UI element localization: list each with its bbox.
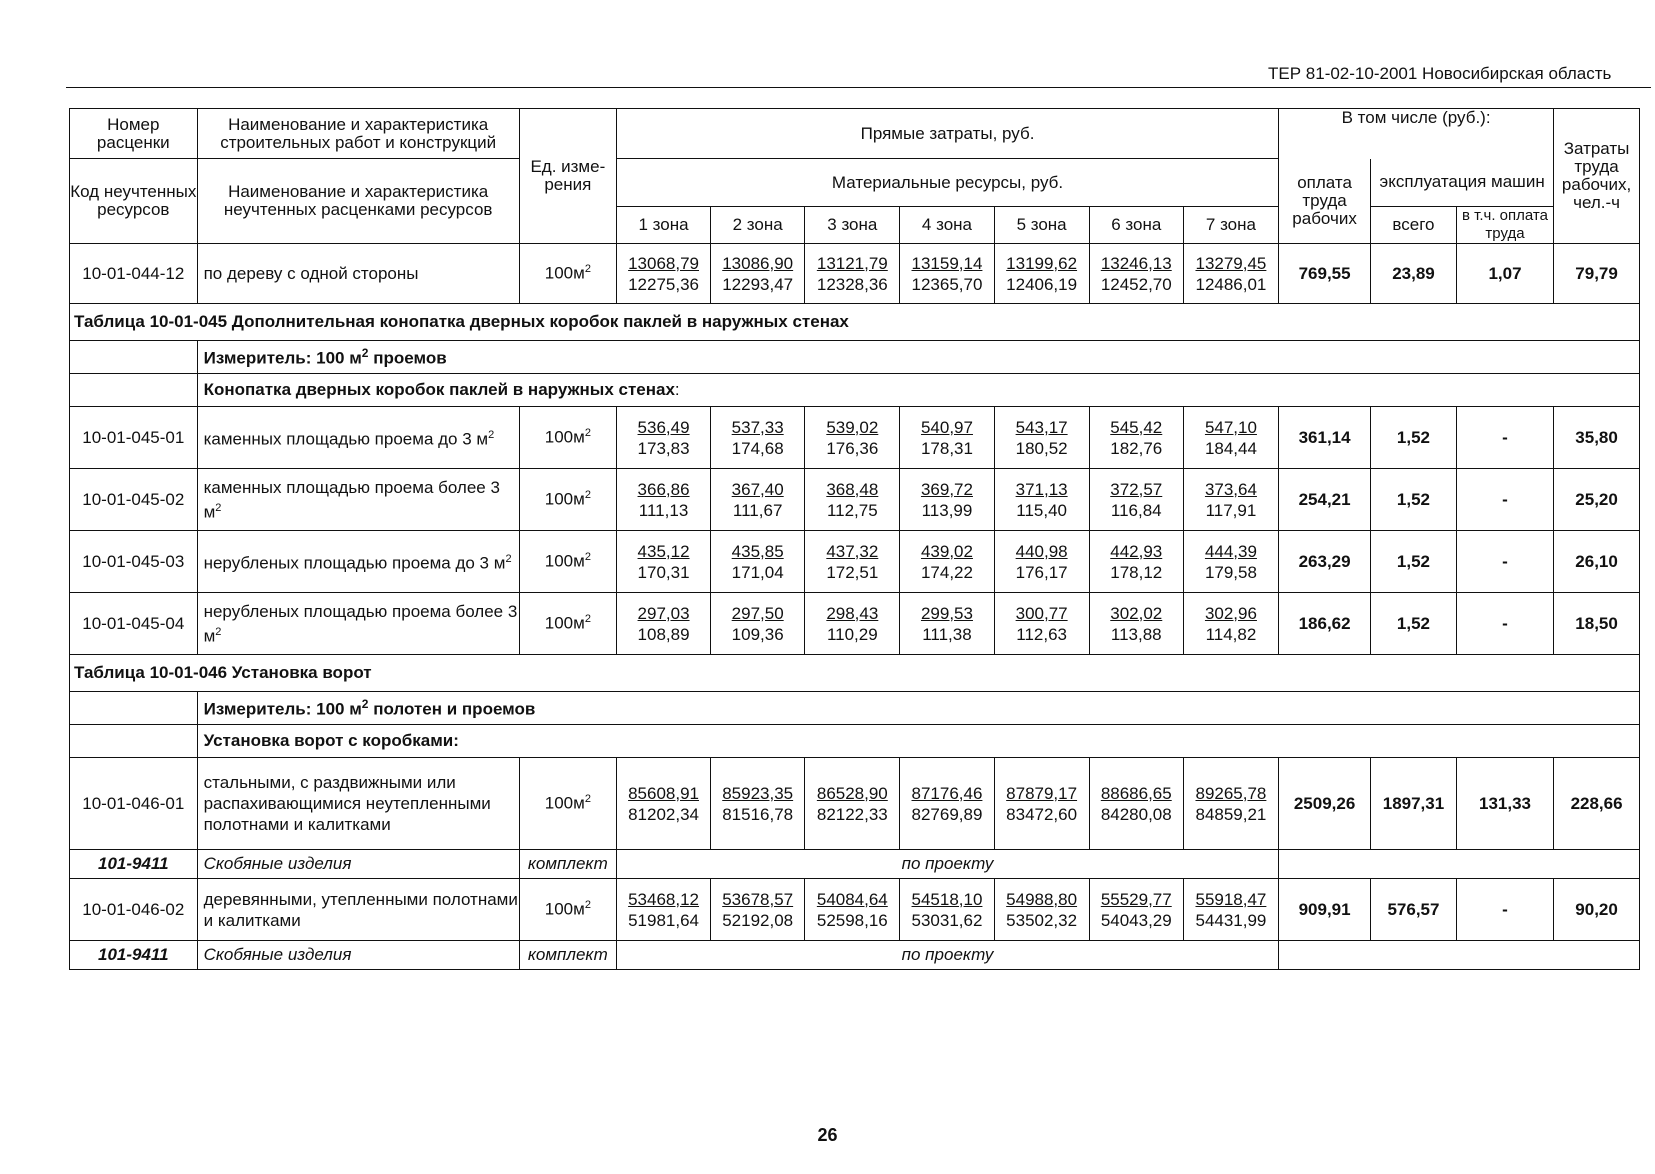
machines-pay: - <box>1456 407 1553 469</box>
direct-cost: 87176,46 <box>911 783 983 803</box>
labor-pay: 769,55 <box>1279 244 1371 304</box>
zone-cost <box>1089 879 1183 941</box>
machines-total: 1897,31 <box>1371 758 1457 850</box>
zone-cost <box>994 407 1089 469</box>
material-cost: 82122,33 <box>816 804 888 824</box>
direct-cost: 300,77 <box>1015 603 1068 623</box>
material-cost: 178,12 <box>1110 562 1163 582</box>
labor-pay: 361,14 <box>1279 407 1371 469</box>
header-work-name: Наименование и характеристика строительных работ и конструкций <box>197 109 519 159</box>
header-unit: Ед. изме-рения <box>519 109 616 244</box>
material-cost: 111,38 <box>922 624 972 644</box>
resource-note: по проекту <box>616 941 1278 970</box>
header-resource-code: Код неучтенных ресурсов <box>70 159 198 244</box>
rates-table <box>69 108 1640 970</box>
direct-cost: 86528,90 <box>816 783 888 803</box>
material-cost: 54043,29 <box>1100 910 1172 930</box>
machines-total: 576,57 <box>1371 879 1457 941</box>
direct-cost: 297,03 <box>637 603 690 623</box>
machines-total: 1,52 <box>1371 407 1457 469</box>
work-name: нерубленых площадью проема до 3 $м^2$ <box>197 531 519 593</box>
zone-cost <box>994 244 1089 304</box>
direct-cost: 371,13 <box>1015 479 1068 499</box>
group-row <box>70 725 1640 758</box>
material-cost: 12328,36 <box>816 274 888 294</box>
material-cost: 170,31 <box>637 562 690 582</box>
material-cost: 176,17 <box>1015 562 1068 582</box>
price-row <box>70 244 1640 304</box>
rate-code: 10-01-045-02 <box>70 469 198 531</box>
header-zone: 1 зона <box>616 207 710 244</box>
rate-code: 10-01-046-02 <box>70 879 198 941</box>
header-materials: Материальные ресурсы, руб. <box>616 159 1278 207</box>
direct-cost: 302,02 <box>1110 603 1163 623</box>
superscript: 2 <box>584 427 591 440</box>
zone-cost <box>805 244 900 304</box>
measure-row <box>70 692 1640 725</box>
zone-cost <box>1089 758 1183 850</box>
direct-cost: 87879,17 <box>1006 783 1078 803</box>
machines-total: 23,89 <box>1371 244 1457 304</box>
direct-cost: 435,85 <box>731 541 784 561</box>
material-cost: 81516,78 <box>722 804 794 824</box>
zone-cost <box>1183 593 1278 655</box>
material-cost: 117,91 <box>1205 500 1257 520</box>
header-labor-pay: оплата труда рабочих <box>1279 159 1371 244</box>
direct-cost: 302,96 <box>1204 603 1257 623</box>
zone-cost <box>1183 244 1278 304</box>
rate-code: 10-01-044-12 <box>70 244 198 304</box>
rate-code: 10-01-045-03 <box>70 531 198 593</box>
material-cost: 53502,32 <box>1006 910 1078 930</box>
zone-cost <box>616 758 710 850</box>
zone-cost <box>616 593 710 655</box>
header-labor-costs: Затраты труда рабочих, чел.-ч <box>1554 109 1640 244</box>
zone-cost <box>900 407 994 469</box>
direct-cost: 299,53 <box>920 603 973 623</box>
zone-cost <box>900 758 994 850</box>
material-cost: 52598,16 <box>816 910 888 930</box>
zone-cost <box>994 879 1089 941</box>
direct-cost: 543,17 <box>1015 417 1068 437</box>
zone-cost <box>711 758 805 850</box>
measure-label: Измеритель: 100 $м^2$ проемов <box>197 341 1639 374</box>
zone-cost <box>711 244 805 304</box>
zone-cost <box>711 407 805 469</box>
measure-row <box>70 341 1640 374</box>
direct-cost: 368,48 <box>826 479 879 499</box>
work-name: каменных площадью проема до 3 $м^2$ <box>197 407 519 469</box>
direct-cost: 13279,45 <box>1195 253 1267 273</box>
header-rule <box>66 87 1651 88</box>
direct-cost: 439,02 <box>920 541 973 561</box>
material-cost: 52192,08 <box>722 910 794 930</box>
zone-cost <box>994 531 1089 593</box>
material-cost: 81202,34 <box>628 804 699 824</box>
header-including: В том числе (руб.): <box>1279 109 1554 159</box>
direct-cost: 547,10 <box>1204 417 1257 437</box>
resource-code: 101-9411 <box>70 850 198 879</box>
direct-cost: 89265,78 <box>1195 783 1267 803</box>
direct-cost: 85923,35 <box>722 783 794 803</box>
material-cost: 113,99 <box>921 500 973 520</box>
price-row <box>70 879 1640 941</box>
measure-label: Измеритель: 100 $м^2$ полотен и проемов <box>197 692 1639 725</box>
zone-cost <box>1183 469 1278 531</box>
direct-cost: 53678,57 <box>722 889 794 909</box>
machines-pay: - <box>1456 593 1553 655</box>
unit: $100м^2$ <box>519 531 616 593</box>
direct-cost: 13068,79 <box>628 253 699 273</box>
material-cost: 84859,21 <box>1195 804 1267 824</box>
direct-cost: 85608,91 <box>628 783 699 803</box>
resource-name: Скобяные изделия <box>197 941 519 970</box>
zone-cost <box>805 407 900 469</box>
header-zone: 6 зона <box>1089 207 1183 244</box>
zone-cost <box>711 469 805 531</box>
machines-pay: - <box>1456 531 1553 593</box>
material-cost: 116,84 <box>1110 500 1162 520</box>
superscript: 2 <box>584 489 591 502</box>
material-cost: 172,51 <box>826 562 879 582</box>
direct-cost: 372,57 <box>1110 479 1163 499</box>
price-row <box>70 469 1640 531</box>
material-cost: 111,13 <box>638 500 689 520</box>
zone-cost <box>900 244 994 304</box>
header-machines: эксплуатация машин <box>1371 159 1554 207</box>
superscript: 2 <box>584 899 591 912</box>
header-zone: 2 зона <box>711 207 805 244</box>
direct-cost: 55918,47 <box>1195 889 1267 909</box>
zone-cost <box>711 593 805 655</box>
document-header: ТЕР 81-02-10-2001 Новосибирская область <box>1268 64 1612 83</box>
direct-cost: 366,86 <box>637 479 690 499</box>
header-zone: 4 зона <box>900 207 994 244</box>
material-cost: 12275,36 <box>628 274 699 294</box>
machines-pay: - <box>1456 469 1553 531</box>
resource-note: по проекту <box>616 850 1278 879</box>
material-cost: 12486,01 <box>1195 274 1267 294</box>
material-cost: 114,82 <box>1205 624 1257 644</box>
unit: $100м^2$ <box>519 593 616 655</box>
zone-cost <box>1183 407 1278 469</box>
machines-total: 1,52 <box>1371 593 1457 655</box>
machines-total: 1,52 <box>1371 531 1457 593</box>
zone-cost <box>805 531 900 593</box>
material-cost: 184,44 <box>1204 438 1257 458</box>
material-cost: 112,75 <box>826 500 878 520</box>
material-cost: 171,04 <box>731 562 784 582</box>
machines-total: 1,52 <box>1371 469 1457 531</box>
zone-cost <box>1089 469 1183 531</box>
work-name: стальными, с раздвижными или распахивающимися неутепленными полотнами и калитками <box>197 758 519 850</box>
resource-code: 101-9411 <box>70 941 198 970</box>
header-rate-number: Номер расценки <box>70 109 198 159</box>
superscript: 2 <box>361 345 369 360</box>
material-cost: 113,88 <box>1110 624 1162 644</box>
header-resource-name: Наименование и характеристика неучтенных расценками ресурсов <box>197 159 519 244</box>
group-label: Конопатка дверных коробок паклей в наружных стенах: <box>197 374 1639 407</box>
labor-pay: 254,21 <box>1279 469 1371 531</box>
work-name: по дереву с одной стороны <box>197 244 519 304</box>
material-cost: 112,63 <box>1016 624 1067 644</box>
section-row <box>70 304 1640 341</box>
material-cost: 12365,70 <box>911 274 983 294</box>
zone-cost <box>994 469 1089 531</box>
superscript: 2 <box>488 429 495 442</box>
zone-cost <box>900 879 994 941</box>
work-name: деревянными, утепленными полотнами и калитками <box>197 879 519 941</box>
material-cost: 54431,99 <box>1195 910 1267 930</box>
zone-cost <box>1089 407 1183 469</box>
labor-hours: 90,20 <box>1554 879 1640 941</box>
zone-cost <box>1183 758 1278 850</box>
material-cost: 180,52 <box>1015 438 1068 458</box>
direct-cost: 54988,80 <box>1006 889 1078 909</box>
material-cost: 53031,62 <box>911 910 983 930</box>
price-row <box>70 758 1640 850</box>
zone-cost <box>1183 531 1278 593</box>
direct-cost: 440,98 <box>1015 541 1068 561</box>
header-zone: 3 зона <box>805 207 900 244</box>
labor-hours: 18,50 <box>1554 593 1640 655</box>
superscript: 2 <box>505 553 512 566</box>
machines-pay: 131,33 <box>1456 758 1553 850</box>
material-cost: 51981,64 <box>628 910 699 930</box>
zone-cost <box>711 531 805 593</box>
resource-row <box>70 941 1640 970</box>
direct-cost: 373,64 <box>1204 479 1257 499</box>
header-machines-total: всего <box>1371 207 1457 244</box>
labor-hours: 26,10 <box>1554 531 1640 593</box>
header-machines-pay: в т.ч. оплата труда <box>1456 207 1553 244</box>
resource-unit: комплект <box>519 850 616 879</box>
labor-hours: 228,66 <box>1554 758 1640 850</box>
material-cost: 176,36 <box>826 438 879 458</box>
material-cost: 111,67 <box>732 500 783 520</box>
direct-cost: 367,40 <box>731 479 784 499</box>
header-direct-costs: Прямые затраты, руб. <box>616 109 1278 159</box>
direct-cost: 437,32 <box>826 541 879 561</box>
work-name: нерубленых площадью проема более 3 $м^2$ <box>197 593 519 655</box>
material-cost: 83472,60 <box>1006 804 1078 824</box>
zone-cost <box>616 531 710 593</box>
direct-cost: 55529,77 <box>1100 889 1172 909</box>
material-cost: 173,83 <box>637 438 690 458</box>
labor-hours: 79,79 <box>1554 244 1640 304</box>
zone-cost <box>1089 531 1183 593</box>
price-row <box>70 531 1640 593</box>
unit: $100м^2$ <box>519 407 616 469</box>
zone-cost <box>805 879 900 941</box>
header-zone: 5 зона <box>994 207 1089 244</box>
price-row <box>70 593 1640 655</box>
price-row <box>70 407 1640 469</box>
zone-cost <box>805 758 900 850</box>
zone-cost <box>616 469 710 531</box>
direct-cost: 369,72 <box>920 479 973 499</box>
unit: $100м^2$ <box>519 758 616 850</box>
zone-cost <box>1089 244 1183 304</box>
superscript: 2 <box>215 625 222 638</box>
direct-cost: 13121,79 <box>816 253 888 273</box>
material-cost: 115,40 <box>1016 500 1067 520</box>
rate-code: 10-01-045-04 <box>70 593 198 655</box>
material-cost: 179,58 <box>1204 562 1257 582</box>
material-cost: 82769,89 <box>911 804 983 824</box>
direct-cost: 444,39 <box>1204 541 1257 561</box>
table-title: Таблица 10-01-045 Дополнительная конопатка дверных коробок паклей в наружных стенах <box>70 304 1640 341</box>
material-cost: 12293,47 <box>722 274 794 294</box>
superscript: 2 <box>584 793 591 806</box>
direct-cost: 53468,12 <box>628 889 699 909</box>
direct-cost: 13086,90 <box>722 253 794 273</box>
direct-cost: 537,33 <box>731 417 784 437</box>
zone-cost <box>1183 879 1278 941</box>
labor-pay: 263,29 <box>1279 531 1371 593</box>
resource-row <box>70 850 1640 879</box>
material-cost: 178,31 <box>920 438 973 458</box>
direct-cost: 536,49 <box>637 417 690 437</box>
labor-pay: 909,91 <box>1279 879 1371 941</box>
labor-pay: 2509,26 <box>1279 758 1371 850</box>
direct-cost: 88686,65 <box>1100 783 1172 803</box>
resource-name: Скобяные изделия <box>197 850 519 879</box>
zone-cost <box>1089 593 1183 655</box>
zone-cost <box>805 593 900 655</box>
superscript: 2 <box>361 696 369 711</box>
machines-pay: - <box>1456 879 1553 941</box>
material-cost: 174,22 <box>920 562 973 582</box>
zone-cost <box>900 469 994 531</box>
zone-cost <box>711 879 805 941</box>
section-row <box>70 655 1640 692</box>
superscript: 2 <box>215 501 222 514</box>
zone-cost <box>994 758 1089 850</box>
zone-cost <box>900 593 994 655</box>
material-cost: 108,89 <box>637 624 690 644</box>
direct-cost: 13159,14 <box>911 253 983 273</box>
unit: $100м^2$ <box>519 244 616 304</box>
rate-code: 10-01-046-01 <box>70 758 198 850</box>
direct-cost: 435,12 <box>637 541 690 561</box>
unit: $100м^2$ <box>519 469 616 531</box>
zone-cost <box>616 407 710 469</box>
table-title: Таблица 10-01-046 Установка ворот <box>70 655 1640 692</box>
zone-cost <box>616 244 710 304</box>
material-cost: 110,29 <box>826 624 878 644</box>
direct-cost: 545,42 <box>1110 417 1163 437</box>
direct-cost: 13246,13 <box>1100 253 1172 273</box>
header-zone: 7 зона <box>1183 207 1278 244</box>
direct-cost: 13199,62 <box>1006 253 1078 273</box>
zone-cost <box>994 593 1089 655</box>
labor-pay: 186,62 <box>1279 593 1371 655</box>
direct-cost: 298,43 <box>826 603 879 623</box>
page-number: 26 <box>817 1125 838 1145</box>
work-name: каменных площадью проема более 3 $м^2$ <box>197 469 519 531</box>
labor-hours: 25,20 <box>1554 469 1640 531</box>
material-cost: 182,76 <box>1110 438 1163 458</box>
group-label: Установка ворот с коробками: <box>197 725 1639 758</box>
machines-pay: 1,07 <box>1456 244 1553 304</box>
resource-unit: комплект <box>519 941 616 970</box>
zone-cost <box>616 879 710 941</box>
material-cost: 84280,08 <box>1100 804 1172 824</box>
superscript: 2 <box>584 263 591 276</box>
material-cost: 109,36 <box>731 624 784 644</box>
zone-cost <box>900 531 994 593</box>
zone-cost <box>805 469 900 531</box>
material-cost: 12452,70 <box>1100 274 1172 294</box>
direct-cost: 297,50 <box>731 603 784 623</box>
material-cost: 12406,19 <box>1006 274 1078 294</box>
material-cost: 174,68 <box>731 438 784 458</box>
direct-cost: 540,97 <box>920 417 973 437</box>
direct-cost: 54084,64 <box>816 889 888 909</box>
rate-code: 10-01-045-01 <box>70 407 198 469</box>
direct-cost: 54518,10 <box>911 889 983 909</box>
labor-hours: 35,80 <box>1554 407 1640 469</box>
direct-cost: 442,93 <box>1110 541 1163 561</box>
superscript: 2 <box>584 551 591 564</box>
group-row <box>70 374 1640 407</box>
direct-cost: 539,02 <box>826 417 879 437</box>
superscript: 2 <box>584 613 591 626</box>
unit: $100м^2$ <box>519 879 616 941</box>
